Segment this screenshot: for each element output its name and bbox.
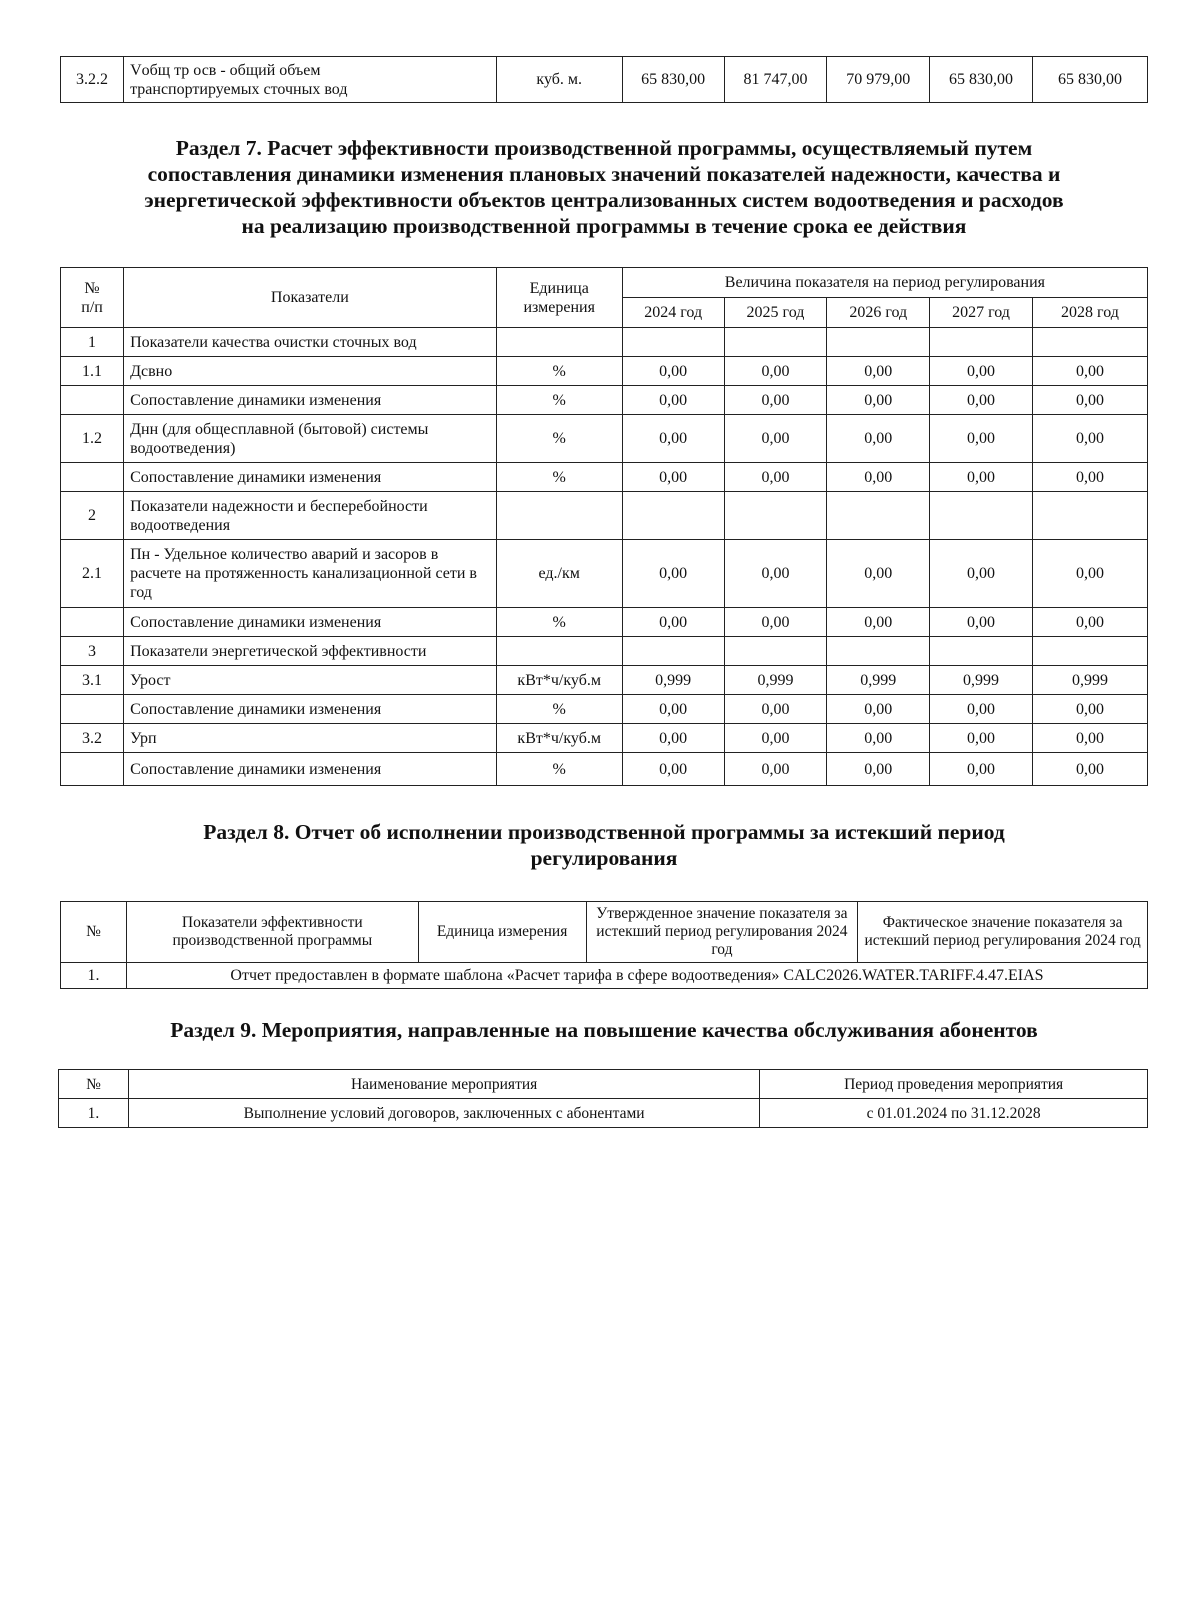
value-cell: 0,00 bbox=[1032, 608, 1147, 637]
value-cell: 70 979,00 bbox=[827, 57, 930, 103]
unit-cell bbox=[496, 328, 622, 357]
header-year: 2026 год bbox=[827, 298, 930, 328]
header-name: Наименование мероприятия bbox=[128, 1070, 759, 1099]
indicator-name: Сопоставление динамики изменения bbox=[124, 753, 497, 786]
row-number: 1.2 bbox=[61, 415, 124, 463]
unit-cell bbox=[496, 492, 622, 540]
value-cell: 65 830,00 bbox=[622, 57, 724, 103]
unit-cell: ед./км bbox=[496, 540, 622, 608]
header-unit-line1: Единица bbox=[529, 279, 589, 297]
unit-cell: % bbox=[496, 695, 622, 724]
table-row bbox=[61, 724, 1148, 753]
header-unit bbox=[496, 268, 622, 328]
value-cell: 0,00 bbox=[827, 540, 930, 608]
value-cell: 0,00 bbox=[724, 357, 827, 386]
table-row bbox=[61, 666, 1148, 695]
value-cell: 0,00 bbox=[827, 608, 930, 637]
value-cell: 0,999 bbox=[1032, 666, 1147, 695]
table-row bbox=[61, 57, 1148, 103]
value-cell: 0,00 bbox=[930, 357, 1033, 386]
unit-cell: кВт*ч/куб.м bbox=[496, 724, 622, 753]
section7-title bbox=[60, 135, 1148, 239]
value-cell: 0,00 bbox=[622, 463, 724, 492]
value-cell bbox=[1032, 492, 1147, 540]
row-number: 1. bbox=[61, 963, 127, 989]
event-name: Выполнение условий договоров, заключенных с абонентами bbox=[128, 1099, 759, 1128]
value-cell: 0,00 bbox=[1032, 753, 1147, 786]
table-row bbox=[61, 637, 1148, 666]
section8-title bbox=[60, 819, 1148, 871]
value-cell: 0,00 bbox=[827, 724, 930, 753]
value-cell: 0,00 bbox=[827, 415, 930, 463]
value-cell bbox=[1032, 328, 1147, 357]
indicator-name-line1: Vобщ тр осв - общий объем bbox=[130, 61, 321, 79]
value-cell: 0,00 bbox=[930, 540, 1033, 608]
header-row bbox=[61, 902, 1148, 963]
value-cell: 0,00 bbox=[724, 753, 827, 786]
section8-title-line1: Раздел 8. Отчет об исполнении производственной программы за истекший период bbox=[203, 820, 1005, 844]
value-cell: 0,00 bbox=[930, 463, 1033, 492]
value-cell bbox=[622, 328, 724, 357]
value-cell: 0,999 bbox=[622, 666, 724, 695]
row-number bbox=[61, 695, 124, 724]
value-cell: 0,00 bbox=[827, 357, 930, 386]
value-cell: 0,00 bbox=[1032, 415, 1147, 463]
header-row bbox=[61, 268, 1148, 298]
value-cell: 0,00 bbox=[930, 695, 1033, 724]
value-cell: 0,999 bbox=[724, 666, 827, 695]
unit-cell: % bbox=[496, 753, 622, 786]
value-cell: 65 830,00 bbox=[1032, 57, 1147, 103]
value-cell: 0,00 bbox=[930, 724, 1033, 753]
section9-table bbox=[58, 1069, 1148, 1128]
value-cell: 0,00 bbox=[622, 753, 724, 786]
row-number: 1 bbox=[61, 328, 124, 357]
table-row bbox=[61, 492, 1148, 540]
section9-title: Раздел 9. Мероприятия, направленные на повышение качества обслуживания абонентов bbox=[170, 1018, 1038, 1042]
row-number: 3.2.2 bbox=[61, 57, 124, 103]
value-cell bbox=[827, 328, 930, 357]
indicator-name: Сопоставление динамики изменения bbox=[124, 386, 497, 415]
value-cell bbox=[827, 637, 930, 666]
value-cell: 0,00 bbox=[827, 386, 930, 415]
table-row bbox=[61, 357, 1148, 386]
header-num: № bbox=[59, 1070, 129, 1099]
value-cell: 65 830,00 bbox=[930, 57, 1033, 103]
value-cell: 0,00 bbox=[827, 695, 930, 724]
section7-title-line2: сопоставления динамики изменения плановых значений показателей надежности, качества и bbox=[147, 162, 1061, 186]
value-cell: 0,00 bbox=[622, 724, 724, 753]
value-cell bbox=[1032, 637, 1147, 666]
value-cell: 0,00 bbox=[1032, 386, 1147, 415]
row-number: 3 bbox=[61, 637, 124, 666]
unit-cell: % bbox=[496, 415, 622, 463]
value-cell: 0,00 bbox=[724, 386, 827, 415]
value-cell: 0,00 bbox=[1032, 357, 1147, 386]
header-year: 2027 год bbox=[930, 298, 1033, 328]
table-row bbox=[61, 415, 1148, 463]
section8-title-line2: регулирования bbox=[530, 846, 678, 870]
value-cell: 0,999 bbox=[930, 666, 1033, 695]
section7-title-line1: Раздел 7. Расчет эффективности производственной программы, осуществляемый путем bbox=[175, 136, 1033, 160]
value-cell: 0,00 bbox=[724, 415, 827, 463]
unit-cell bbox=[496, 637, 622, 666]
value-cell: 81 747,00 bbox=[724, 57, 827, 103]
value-cell: 0,999 bbox=[827, 666, 930, 695]
header-row bbox=[59, 1070, 1148, 1099]
header-num-line2: п/п bbox=[81, 298, 103, 316]
unit-cell: % bbox=[496, 608, 622, 637]
row-number bbox=[61, 463, 124, 492]
row-number: 2.1 bbox=[61, 540, 124, 608]
row-number bbox=[61, 608, 124, 637]
indicator-name: Пн - Удельное количество аварий и засоров в расчете на протяженность канализационной сети в год bbox=[124, 540, 497, 608]
row-number: 3.1 bbox=[61, 666, 124, 695]
header-num: № bbox=[61, 902, 127, 963]
table-row bbox=[61, 328, 1148, 357]
row-number: 2 bbox=[61, 492, 124, 540]
row-number bbox=[61, 753, 124, 786]
value-cell: 0,00 bbox=[622, 695, 724, 724]
header-year: 2028 год bbox=[1032, 298, 1147, 328]
section7-table bbox=[60, 267, 1148, 786]
value-cell: 0,00 bbox=[724, 463, 827, 492]
section7-title-line4: на реализацию производственной программы в течение срока ее действия bbox=[241, 214, 967, 238]
indicator-name: Дсвно bbox=[124, 357, 497, 386]
header-num-line1: № bbox=[84, 279, 100, 297]
value-cell bbox=[724, 637, 827, 666]
indicator-name bbox=[124, 57, 497, 103]
value-cell: 0,00 bbox=[1032, 695, 1147, 724]
value-cell bbox=[622, 492, 724, 540]
value-cell: 0,00 bbox=[827, 463, 930, 492]
value-cell bbox=[724, 492, 827, 540]
value-cell: 0,00 bbox=[724, 695, 827, 724]
indicator-name: Сопоставление динамики изменения bbox=[124, 608, 497, 637]
indicator-name: Показатели качества очистки сточных вод bbox=[124, 328, 497, 357]
indicator-name: Сопоставление динамики изменения bbox=[124, 695, 497, 724]
indicator-name-line2: транспортируемых сточных вод bbox=[130, 80, 348, 98]
value-cell: 0,00 bbox=[930, 415, 1033, 463]
report-note: Отчет предоставлен в формате шаблона «Расчет тарифа в сфере водоотведения» CALC2026.WATER.TARIFF.4.47.EIAS bbox=[126, 963, 1147, 989]
header-period: Период проведения мероприятия bbox=[760, 1070, 1148, 1099]
value-cell: 0,00 bbox=[930, 386, 1033, 415]
value-cell bbox=[930, 492, 1033, 540]
table-row bbox=[61, 963, 1148, 989]
value-cell: 0,00 bbox=[724, 540, 827, 608]
unit-cell: % bbox=[496, 386, 622, 415]
indicator-name: Сопоставление динамики изменения bbox=[124, 463, 497, 492]
unit-cell: % bbox=[496, 463, 622, 492]
value-cell: 0,00 bbox=[1032, 463, 1147, 492]
value-cell: 0,00 bbox=[930, 753, 1033, 786]
table-row bbox=[61, 695, 1148, 724]
header-indicator: Показатели bbox=[124, 268, 497, 328]
value-cell bbox=[622, 637, 724, 666]
row-number: 3.2 bbox=[61, 724, 124, 753]
row-number bbox=[61, 386, 124, 415]
value-cell: 0,00 bbox=[622, 540, 724, 608]
table-row bbox=[61, 608, 1148, 637]
row-number: 1. bbox=[59, 1099, 129, 1128]
section7-title-line3: энергетической эффективности объектов централизованных систем водоотведения и расходов bbox=[144, 188, 1064, 212]
header-indicators: Показатели эффективности производственной программы bbox=[126, 902, 418, 963]
value-cell: 0,00 bbox=[724, 608, 827, 637]
header-approved: Утвержденное значение показателя за истекший период регулирования 2024 год bbox=[586, 902, 858, 963]
indicator-name: Урост bbox=[124, 666, 497, 695]
header-unit: Единица измерения bbox=[418, 902, 586, 963]
top-table bbox=[60, 56, 1148, 103]
section8-table bbox=[60, 901, 1148, 989]
row-number: 1.1 bbox=[61, 357, 124, 386]
table-row bbox=[61, 540, 1148, 608]
header-num bbox=[61, 268, 124, 328]
indicator-name: Показатели энергетической эффективности bbox=[124, 637, 497, 666]
unit-cell: куб. м. bbox=[496, 57, 622, 103]
table-row bbox=[61, 386, 1148, 415]
indicator-name: Днн (для общесплавной (бытовой) системы водоотведения) bbox=[124, 415, 497, 463]
value-cell bbox=[930, 328, 1033, 357]
value-cell: 0,00 bbox=[622, 357, 724, 386]
value-cell: 0,00 bbox=[622, 608, 724, 637]
value-cell: 0,00 bbox=[622, 386, 724, 415]
value-cell: 0,00 bbox=[622, 415, 724, 463]
value-cell: 0,00 bbox=[930, 608, 1033, 637]
indicator-name: Показатели надежности и бесперебойности водоотведения bbox=[124, 492, 497, 540]
header-year: 2025 год bbox=[724, 298, 827, 328]
value-cell: 0,00 bbox=[1032, 724, 1147, 753]
header-period: Величина показателя на период регулирования bbox=[622, 268, 1147, 298]
indicator-name: Урп bbox=[124, 724, 497, 753]
table-row bbox=[59, 1099, 1148, 1128]
header-unit-line2: измерения bbox=[523, 298, 595, 316]
table-row bbox=[61, 463, 1148, 492]
value-cell bbox=[724, 328, 827, 357]
table-row bbox=[61, 753, 1148, 786]
value-cell bbox=[827, 492, 930, 540]
value-cell bbox=[930, 637, 1033, 666]
header-year: 2024 год bbox=[622, 298, 724, 328]
unit-cell: % bbox=[496, 357, 622, 386]
value-cell: 0,00 bbox=[724, 724, 827, 753]
value-cell: 0,00 bbox=[827, 753, 930, 786]
event-period: с 01.01.2024 по 31.12.2028 bbox=[760, 1099, 1148, 1128]
header-actual: Фактическое значение показателя за истекший период регулирования 2024 год bbox=[858, 902, 1148, 963]
unit-cell: кВт*ч/куб.м bbox=[496, 666, 622, 695]
value-cell: 0,00 bbox=[1032, 540, 1147, 608]
